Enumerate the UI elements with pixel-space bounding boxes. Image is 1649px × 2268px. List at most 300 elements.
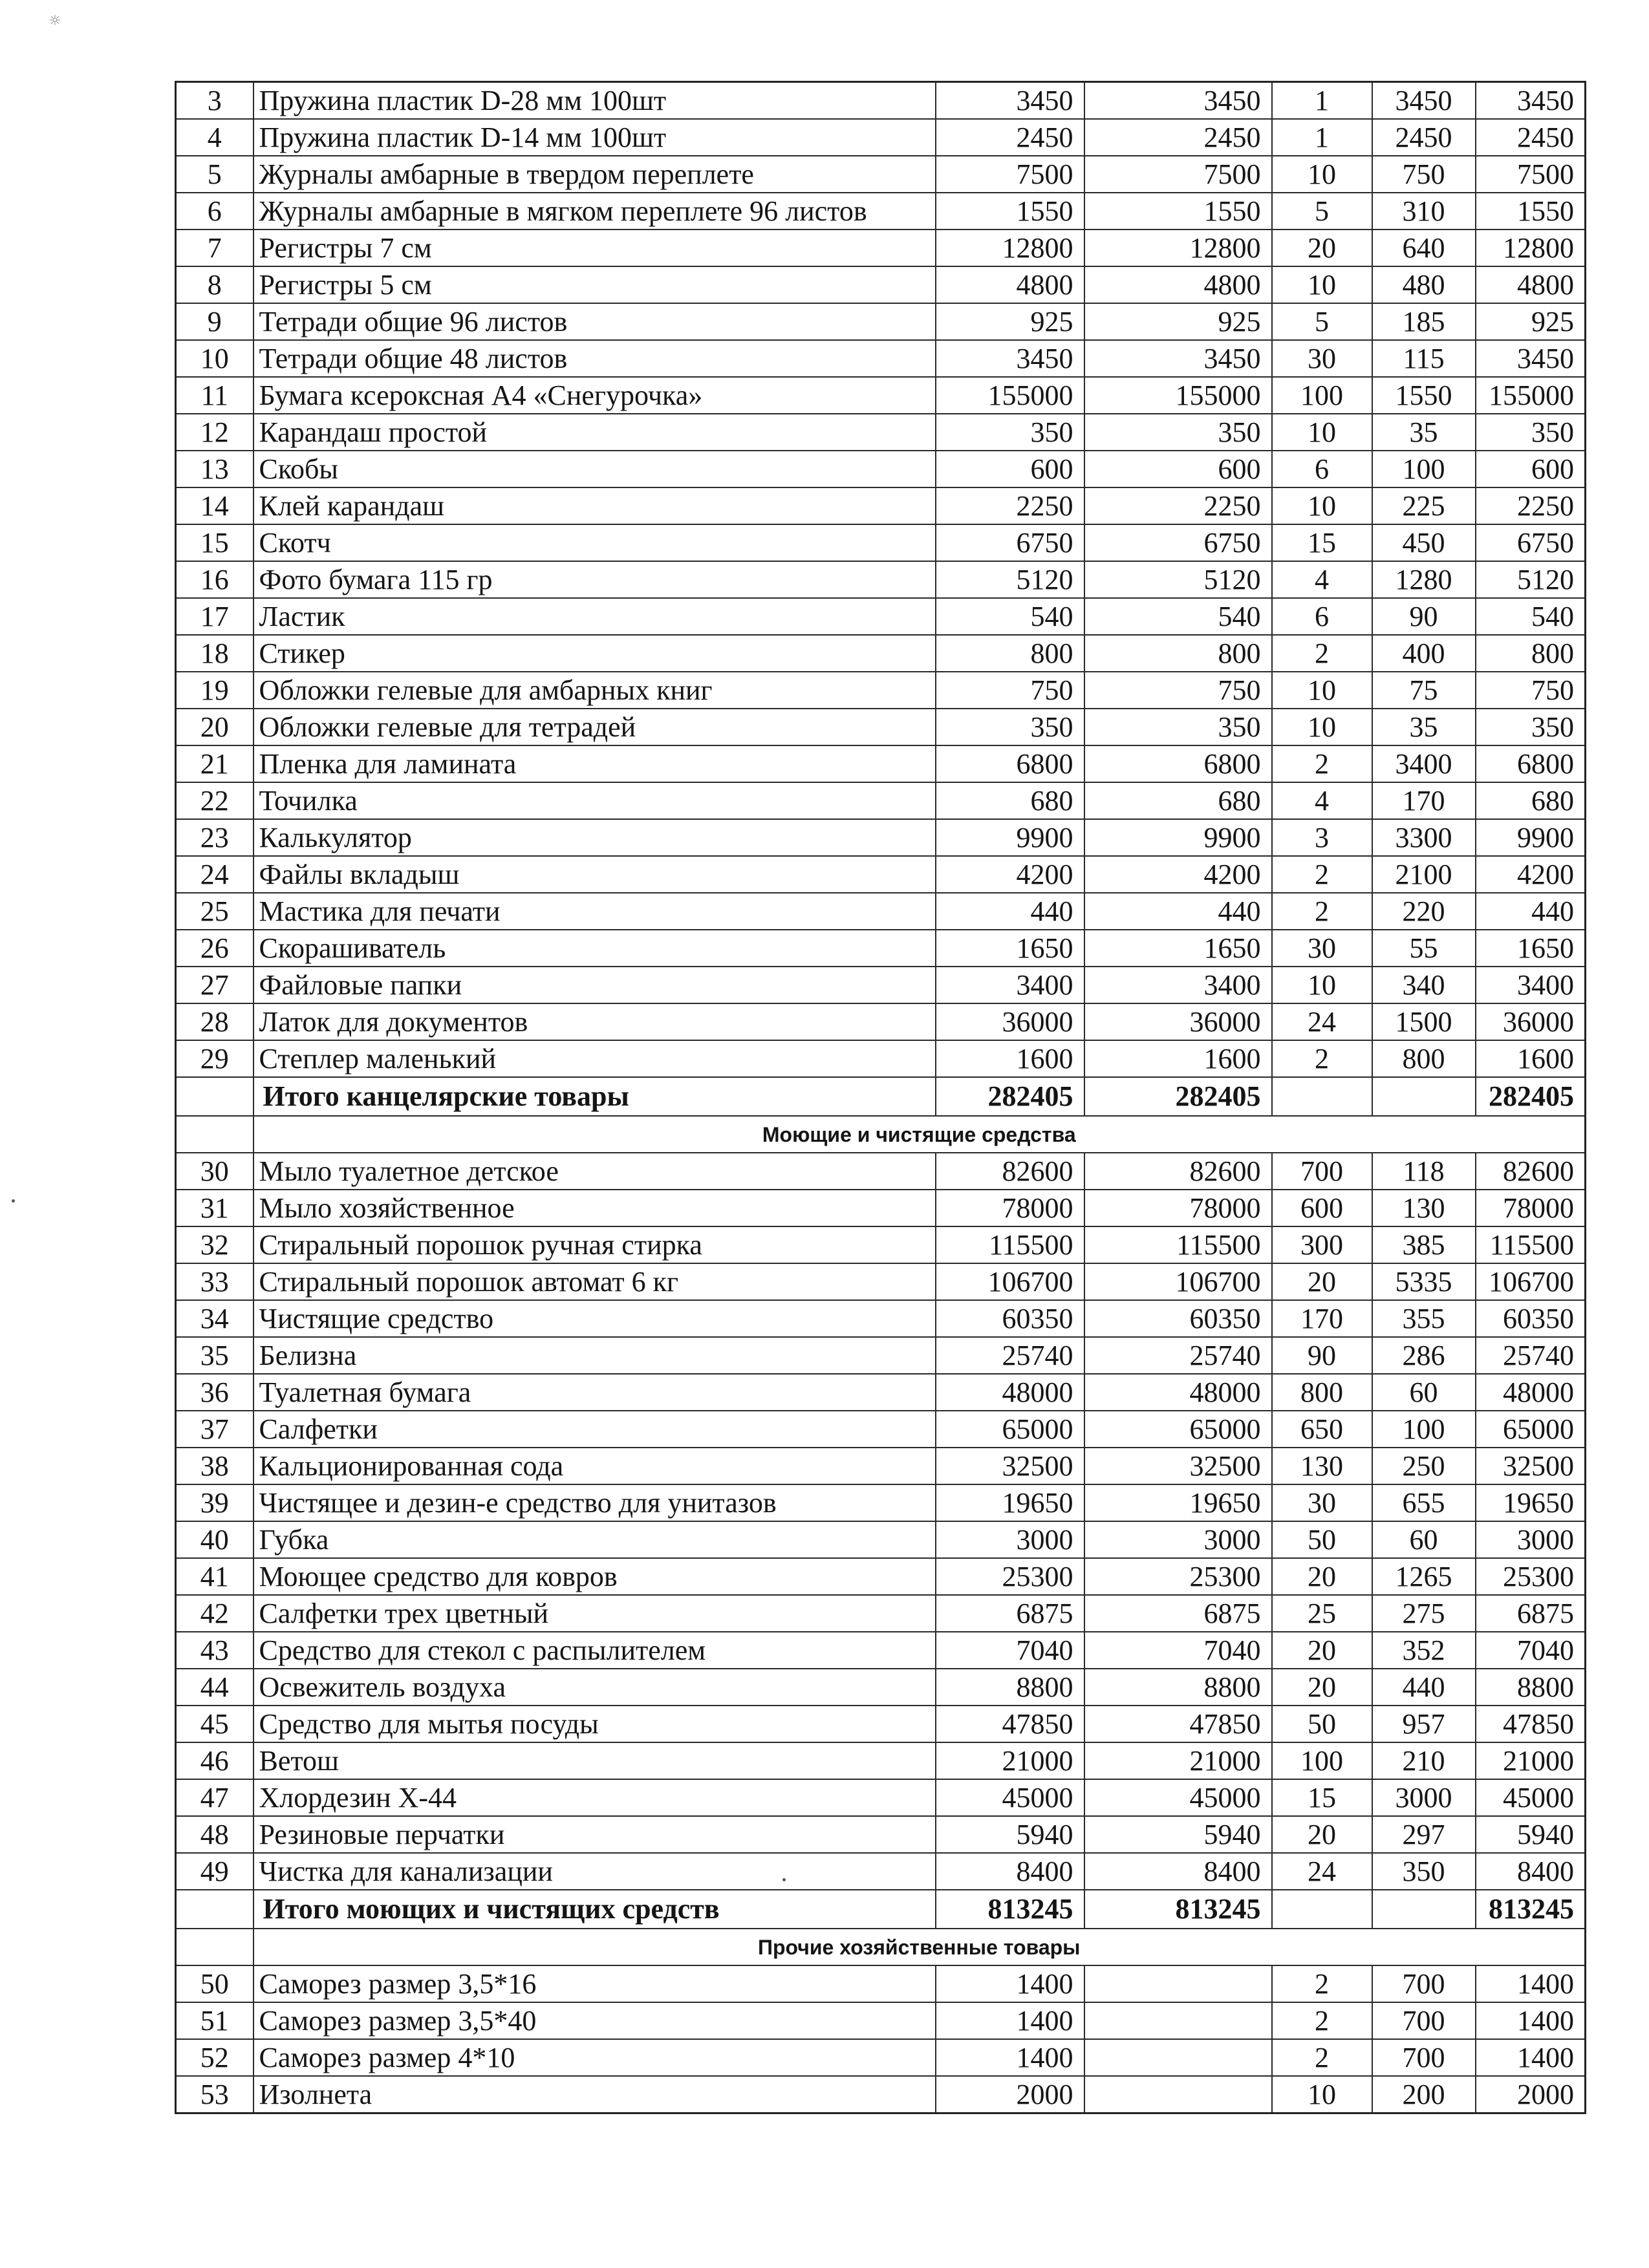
row-number: 33 [176,1263,253,1300]
total-sum: 25740 [1476,1337,1586,1374]
total-sum: 106700 [1476,1263,1586,1300]
scan-corner-mark: ☼ [48,13,61,29]
unit-price: 640 [1372,230,1476,266]
quantity: 50 [1272,1521,1372,1558]
table-row [176,745,1586,782]
unit-price: 297 [1372,1816,1476,1853]
unit-price: 90 [1372,598,1476,635]
table-row [176,1558,1586,1595]
subtotal-label: Итого канцелярские товары [253,1077,936,1116]
item-name: Латок для документов [253,1003,936,1040]
amount-1: 45000 [936,1779,1084,1816]
amount-1: 19650 [936,1484,1084,1521]
table-row [176,1448,1586,1484]
subtotal-row [176,1890,1586,1929]
table-row [176,1374,1586,1411]
row-number: 12 [176,414,253,451]
amount-1: 800 [936,635,1084,672]
total-sum: 65000 [1476,1411,1586,1448]
unit-price: 225 [1372,487,1476,524]
unit-price: 100 [1372,1411,1476,1448]
amount-1: 82600 [936,1153,1084,1190]
item-name: Скорашиватель [253,930,936,967]
amount-2: 8800 [1084,1669,1272,1706]
amount-1: 8400 [936,1853,1084,1890]
quantity: 2 [1272,1965,1372,2002]
amount-2: 4200 [1084,856,1272,893]
amount-1: 155000 [936,377,1084,414]
row-number: 39 [176,1484,253,1521]
amount-2: 5120 [1084,561,1272,598]
quantity: 100 [1272,1742,1372,1779]
total-sum: 8400 [1476,1853,1586,1890]
amount-2: 1650 [1084,930,1272,967]
total-sum: 1650 [1476,930,1586,967]
unit-price: 1280 [1372,561,1476,598]
row-number: 19 [176,672,253,709]
amount-1: 106700 [936,1263,1084,1300]
table-row [176,1263,1586,1300]
amount-1: 25740 [936,1337,1084,1374]
unit-price: 450 [1372,524,1476,561]
table-row [176,598,1586,635]
amount-2: 21000 [1084,1742,1272,1779]
row-number: 9 [176,303,253,340]
table-row [176,1742,1586,1779]
subtotal-amount-2: 282405 [1084,1077,1272,1116]
quantity: 300 [1272,1226,1372,1263]
row-number: 35 [176,1337,253,1374]
item-name: Скотч [253,524,936,561]
amount-1: 12800 [936,230,1084,266]
table-row [176,709,1586,745]
amount-2 [1084,1965,1272,2002]
amount-1: 115500 [936,1226,1084,1263]
subtotal-sum: 282405 [1476,1077,1586,1116]
amount-2: 25300 [1084,1558,1272,1595]
unit-price: 118 [1372,1153,1476,1190]
row-number: 42 [176,1595,253,1632]
amount-1: 48000 [936,1374,1084,1411]
quantity: 10 [1272,266,1372,303]
total-sum: 6750 [1476,524,1586,561]
total-sum: 540 [1476,598,1586,635]
quantity: 2 [1272,2002,1372,2039]
quantity: 24 [1272,1853,1372,1890]
total-sum: 78000 [1476,1190,1586,1226]
total-sum: 7500 [1476,156,1586,193]
total-sum: 1400 [1476,2039,1586,2076]
quantity: 10 [1272,2076,1372,2113]
quantity: 10 [1272,709,1372,745]
amount-2 [1084,2076,1272,2113]
amount-1: 6875 [936,1595,1084,1632]
unit-price: 220 [1372,893,1476,930]
unit-price: 115 [1372,340,1476,377]
quantity: 600 [1272,1190,1372,1226]
amount-2: 6800 [1084,745,1272,782]
amount-1: 3450 [936,82,1084,120]
row-number-cell [176,1890,253,1929]
quantity: 20 [1272,1263,1372,1300]
amount-1: 1600 [936,1040,1084,1077]
amount-1: 440 [936,893,1084,930]
total-sum: 48000 [1476,1374,1586,1411]
quantity: 10 [1272,414,1372,451]
quantity-cell [1272,1890,1372,1929]
item-name: Карандаш простой [253,414,936,451]
quantity: 10 [1272,672,1372,709]
amount-1: 65000 [936,1411,1084,1448]
amount-1: 600 [936,451,1084,487]
amount-1: 4800 [936,266,1084,303]
row-number: 51 [176,2002,253,2039]
quantity: 170 [1272,1300,1372,1337]
scan-speck [12,1199,15,1203]
table-row [176,1706,1586,1742]
quantity: 20 [1272,1669,1372,1706]
quantity: 2 [1272,893,1372,930]
unit-price: 350 [1372,1853,1476,1890]
total-sum: 350 [1476,414,1586,451]
item-name: Тетради общие 96 листов [253,303,936,340]
total-sum: 82600 [1476,1153,1586,1190]
item-name: Журналы амбарные в мягком переплете 96 листов [253,193,936,230]
unit-price: 200 [1372,2076,1476,2113]
total-sum: 3450 [1476,340,1586,377]
total-sum: 6875 [1476,1595,1586,1632]
amount-2: 3400 [1084,967,1272,1003]
subtotal-row [176,1077,1586,1116]
quantity: 130 [1272,1448,1372,1484]
unit-price: 700 [1372,1965,1476,2002]
item-name: Обложки гелевые для амбарных книг [253,672,936,709]
total-sum: 60350 [1476,1300,1586,1337]
unit-price: 35 [1372,414,1476,451]
row-number: 34 [176,1300,253,1337]
total-sum: 4200 [1476,856,1586,893]
quantity: 6 [1272,598,1372,635]
row-number: 47 [176,1779,253,1816]
row-number: 52 [176,2039,253,2076]
table-row [176,856,1586,893]
total-sum: 21000 [1476,1742,1586,1779]
table-row [176,1853,1586,1890]
item-name: Пружина пластик D-28 мм 100шт [253,82,936,120]
amount-2: 600 [1084,451,1272,487]
table-row [176,782,1586,819]
amount-1: 2450 [936,119,1084,156]
amount-2: 3450 [1084,82,1272,120]
section-title: Прочие хозяйственные товары [253,1929,1586,1965]
unit-price: 700 [1372,2002,1476,2039]
unit-price: 3000 [1372,1779,1476,1816]
quantity: 2 [1272,745,1372,782]
item-name: Бумага ксероксная А4 «Снегурочка» [253,377,936,414]
section-header-row [176,1929,1586,1965]
amount-2: 48000 [1084,1374,1272,1411]
table-row [176,893,1586,930]
row-number: 37 [176,1411,253,1448]
amount-2: 8400 [1084,1853,1272,1890]
quantity: 25 [1272,1595,1372,1632]
quantity: 650 [1272,1411,1372,1448]
amount-2: 32500 [1084,1448,1272,1484]
quantity: 20 [1272,230,1372,266]
row-number: 53 [176,2076,253,2113]
table-row [176,930,1586,967]
amount-2: 440 [1084,893,1272,930]
subtotal-amount-1: 813245 [936,1890,1084,1929]
goods-table-body [176,82,1586,2113]
amount-2: 6750 [1084,524,1272,561]
row-number: 40 [176,1521,253,1558]
amount-2: 47850 [1084,1706,1272,1742]
total-sum: 1600 [1476,1040,1586,1077]
amount-1: 1550 [936,193,1084,230]
row-number: 20 [176,709,253,745]
row-number: 48 [176,1816,253,1853]
total-sum: 4800 [1476,266,1586,303]
item-name: Салфетки трех цветный [253,1595,936,1632]
quantity: 1 [1272,119,1372,156]
quantity: 5 [1272,193,1372,230]
amount-2: 2450 [1084,119,1272,156]
amount-2: 5940 [1084,1816,1272,1853]
unit-price: 286 [1372,1337,1476,1374]
table-row [176,1595,1586,1632]
amount-2: 19650 [1084,1484,1272,1521]
amount-1: 5120 [936,561,1084,598]
row-number: 50 [176,1965,253,2002]
amount-1: 680 [936,782,1084,819]
item-name: Изолнета [253,2076,936,2113]
unit-price: 250 [1372,1448,1476,1484]
quantity: 2 [1272,635,1372,672]
item-name: Средство для стекол с распылителем [253,1632,936,1669]
unit-price: 210 [1372,1742,1476,1779]
amount-1: 3000 [936,1521,1084,1558]
item-name: Средство для мытья посуды [253,1706,936,1742]
amount-2: 350 [1084,709,1272,745]
quantity: 30 [1272,930,1372,967]
table-row [176,1190,1586,1226]
quantity: 10 [1272,967,1372,1003]
total-sum: 440 [1476,893,1586,930]
table-row [176,156,1586,193]
item-name: Чистящие средство [253,1300,936,1337]
table-row [176,819,1586,856]
total-sum: 750 [1476,672,1586,709]
amount-2: 1600 [1084,1040,1272,1077]
total-sum: 155000 [1476,377,1586,414]
table-row [176,1484,1586,1521]
item-name: Чистка для канализации [253,1853,936,1890]
item-name: Фото бумага 115 гр [253,561,936,598]
table-row [176,1411,1586,1448]
amount-2: 7040 [1084,1632,1272,1669]
quantity: 20 [1272,1632,1372,1669]
row-number: 24 [176,856,253,893]
quantity: 700 [1272,1153,1372,1190]
table-row [176,1153,1586,1190]
unit-price: 60 [1372,1374,1476,1411]
item-name: Стиральный порошок ручная стирка [253,1226,936,1263]
row-number: 44 [176,1669,253,1706]
row-number: 30 [176,1153,253,1190]
row-number: 14 [176,487,253,524]
amount-1: 3400 [936,967,1084,1003]
unit-price: 1500 [1372,1003,1476,1040]
total-sum: 1400 [1476,1965,1586,2002]
amount-1: 350 [936,709,1084,745]
total-sum: 600 [1476,451,1586,487]
total-sum: 7040 [1476,1632,1586,1669]
amount-2: 155000 [1084,377,1272,414]
quantity: 20 [1272,1558,1372,1595]
row-number: 4 [176,119,253,156]
quantity: 3 [1272,819,1372,856]
table-row [176,2076,1586,2113]
unit-price: 800 [1372,1040,1476,1077]
unit-price: 3450 [1372,82,1476,120]
total-sum: 6800 [1476,745,1586,782]
quantity: 5 [1272,303,1372,340]
row-number: 31 [176,1190,253,1226]
unit-price: 3300 [1372,819,1476,856]
table-row [176,524,1586,561]
amount-1: 1400 [936,1965,1084,2002]
amount-2: 2250 [1084,487,1272,524]
amount-2: 925 [1084,303,1272,340]
unit-price: 957 [1372,1706,1476,1742]
subtotal-sum: 813245 [1476,1890,1586,1929]
total-sum: 1400 [1476,2002,1586,2039]
row-number-cell [176,1077,253,1116]
total-sum: 25300 [1476,1558,1586,1595]
unit-price: 60 [1372,1521,1476,1558]
amount-1: 1400 [936,2039,1084,2076]
table-row [176,1337,1586,1374]
item-name: Салфетки [253,1411,936,1448]
item-name: Губка [253,1521,936,1558]
unit-price: 170 [1372,782,1476,819]
unit-price: 3400 [1372,745,1476,782]
table-row [176,1632,1586,1669]
table-row [176,119,1586,156]
unit-price: 440 [1372,1669,1476,1706]
item-name: Файловые папки [253,967,936,1003]
unit-price: 2450 [1372,119,1476,156]
unit-price: 1265 [1372,1558,1476,1595]
total-sum: 680 [1476,782,1586,819]
row-number: 45 [176,1706,253,1742]
row-number: 49 [176,1853,253,1890]
table-row [176,2002,1586,2039]
unit-price: 1550 [1372,377,1476,414]
quantity: 2 [1272,856,1372,893]
quantity: 4 [1272,782,1372,819]
section-header-row [176,1116,1586,1153]
unit-price: 100 [1372,451,1476,487]
item-name: Моющее средство для ковров [253,1558,936,1595]
row-number: 46 [176,1742,253,1779]
total-sum: 5940 [1476,1816,1586,1853]
row-number: 6 [176,193,253,230]
table-row [176,82,1586,120]
amount-1: 1650 [936,930,1084,967]
row-number: 32 [176,1226,253,1263]
amount-2: 680 [1084,782,1272,819]
table-row [176,1521,1586,1558]
item-name: Регистры 5 см [253,266,936,303]
table-row [176,672,1586,709]
item-name: Тетради общие 48 листов [253,340,936,377]
item-name: Белизна [253,1337,936,1374]
amount-1: 32500 [936,1448,1084,1484]
amount-1: 925 [936,303,1084,340]
amount-1: 21000 [936,1742,1084,1779]
amount-2: 12800 [1084,230,1272,266]
total-sum: 800 [1476,635,1586,672]
item-name: Саморез размер 4*10 [253,2039,936,2076]
quantity: 20 [1272,1816,1372,1853]
item-name: Обложки гелевые для тетрадей [253,709,936,745]
item-name: Ластик [253,598,936,635]
row-number: 28 [176,1003,253,1040]
subtotal-amount-2: 813245 [1084,1890,1272,1929]
item-name: Мыло хозяйственное [253,1190,936,1226]
row-number-cell [176,1116,253,1153]
total-sum: 925 [1476,303,1586,340]
item-name: Хлордезин Х-44 [253,1779,936,1816]
quantity: 90 [1272,1337,1372,1374]
row-number: 43 [176,1632,253,1669]
total-sum: 32500 [1476,1448,1586,1484]
amount-2: 115500 [1084,1226,1272,1263]
item-name: Пленка для ламината [253,745,936,782]
table-row [176,377,1586,414]
unit-price: 355 [1372,1300,1476,1337]
table-row [176,2039,1586,2076]
row-number: 25 [176,893,253,930]
row-number: 15 [176,524,253,561]
table-row [176,1779,1586,1816]
item-name: Туалетная бумага [253,1374,936,1411]
item-name: Мыло туалетное детское [253,1153,936,1190]
amount-1: 25300 [936,1558,1084,1595]
section-title: Моющие и чистящие средства [253,1116,1586,1153]
row-number: 27 [176,967,253,1003]
total-sum: 9900 [1476,819,1586,856]
row-number: 8 [176,266,253,303]
unit-price: 310 [1372,193,1476,230]
amount-1: 3450 [936,340,1084,377]
quantity: 10 [1272,156,1372,193]
row-number: 17 [176,598,253,635]
amount-1: 8800 [936,1669,1084,1706]
amount-2: 6875 [1084,1595,1272,1632]
amount-1: 1400 [936,2002,1084,2039]
amount-1: 7500 [936,156,1084,193]
table-row [176,1816,1586,1853]
total-sum: 2000 [1476,2076,1586,2113]
amount-2: 4800 [1084,266,1272,303]
quantity: 6 [1272,451,1372,487]
total-sum: 12800 [1476,230,1586,266]
amount-1: 540 [936,598,1084,635]
unit-price: 700 [1372,2039,1476,2076]
